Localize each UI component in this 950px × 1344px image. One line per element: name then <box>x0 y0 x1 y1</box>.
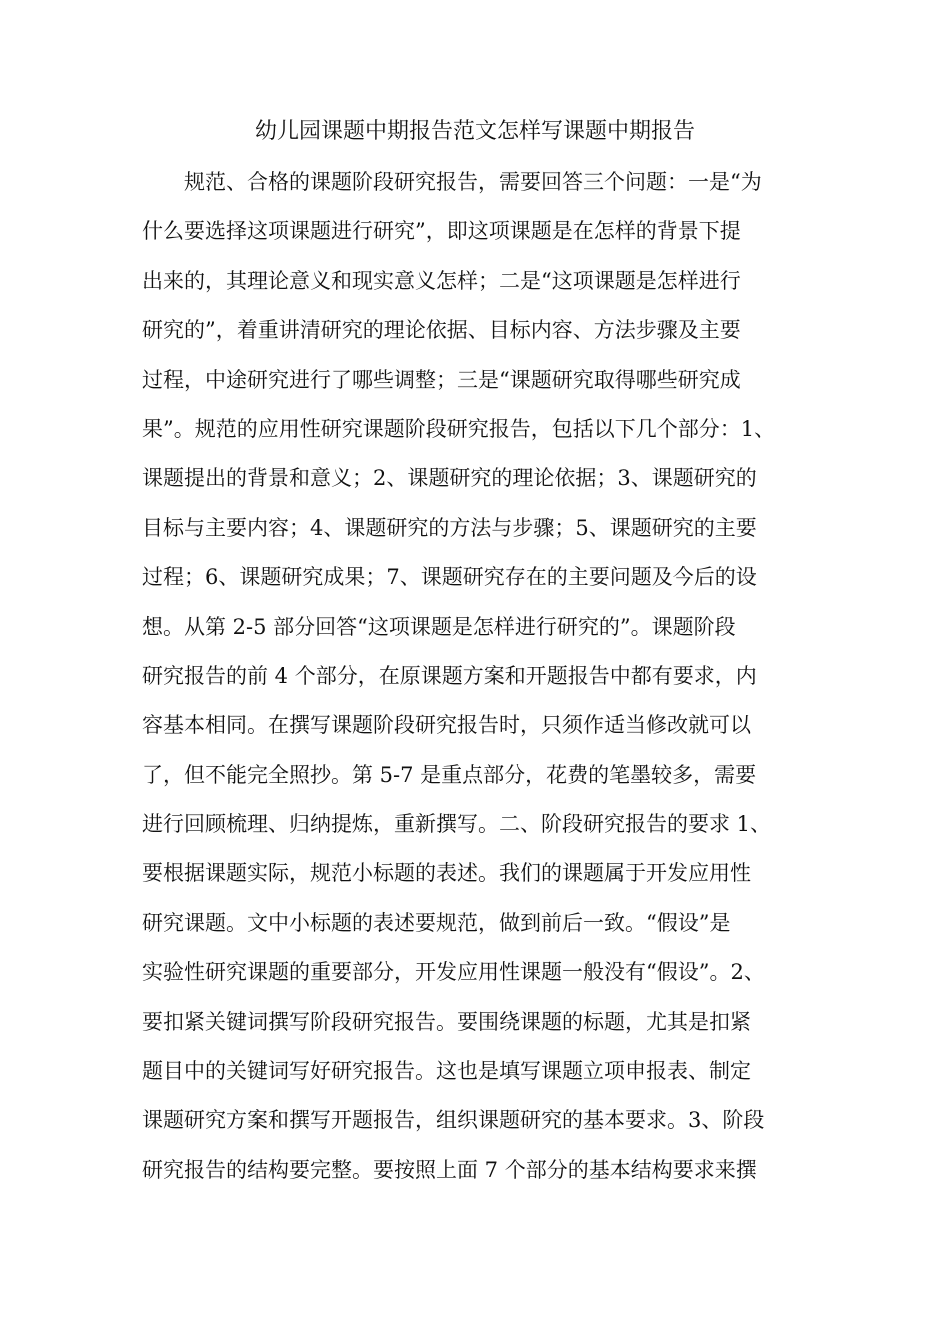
text-line: 目标与主要内容；4、课题研究的方法与步骤；5、课题研究的主要 <box>142 515 757 540</box>
text-line: 出来的，其理论意义和现实意义怎样；二是“这项课题是怎样进行 <box>142 268 741 293</box>
text-line: 研究课题。文中小标题的表述要规范，做到前后一致。“假设”是 <box>142 910 731 935</box>
text-line: 研究报告的结构要完整。要按照上面 7 个部分的基本结构要求来撰 <box>142 1157 757 1182</box>
text-line: 规范、合格的课题阶段研究报告，需要回答三个问题：一是“为 <box>184 170 762 194</box>
text-line: 什么要选择这项课题进行研究”，即这项课题是在怎样的背景下提 <box>142 219 741 244</box>
text-line: 题目中的关键词写好研究报告。这也是填写课题立项申报表、制定 <box>142 1059 751 1084</box>
text-line: 容基本相同。在撰写课题阶段研究报告时，只须作适当修改就可以 <box>142 713 751 738</box>
document-title: 幼儿园课题中期报告范文怎样写课题中期报告 <box>254 119 695 144</box>
text-line: 研究报告的前 4 个部分，在原课题方案和开题报告中都有要求，内 <box>142 663 757 688</box>
text-line: 过程；6、课题研究成果；7、课题研究存在的主要问题及今后的设 <box>142 565 757 590</box>
text-line: 要扣紧关键词撰写阶段研究报告。要围绕课题的标题，尤其是扣紧 <box>142 1009 751 1034</box>
text-line: 进行回顾梳理、归纳提炼，重新撰写。二、阶段研究报告的要求 1、 <box>142 812 772 837</box>
text-line: 要根据课题实际，规范小标题的表述。我们的课题属于开发应用性 <box>142 861 751 886</box>
text-line: 过程，中途研究进行了哪些调整；三是“课题研究取得哪些研究成 <box>142 367 741 392</box>
text-line: 研究的”，着重讲清研究的理论依据、目标内容、方法步骤及主要 <box>142 318 741 343</box>
text-line: 了，但不能完全照抄。第 5-7 是重点部分，花费的笔墨较多，需要 <box>142 762 757 787</box>
document-body <box>142 158 832 1195</box>
text-line: 实验性研究课题的重要部分，开发应用性课题一般没有“假设”。2、 <box>142 960 765 985</box>
text-line: 果”。规范的应用性研究课题阶段研究报告，包括以下几个部分：1、 <box>142 416 776 441</box>
text-line: 课题研究方案和撰写开题报告，组织课题研究的基本要求。3、阶段 <box>142 1108 765 1133</box>
text-line: 想。从第 2-5 部分回答“这项课题是怎样进行研究的”。课题阶段 <box>142 614 736 639</box>
text-line: 课题提出的背景和意义；2、课题研究的理论依据；3、课题研究的 <box>142 466 757 491</box>
